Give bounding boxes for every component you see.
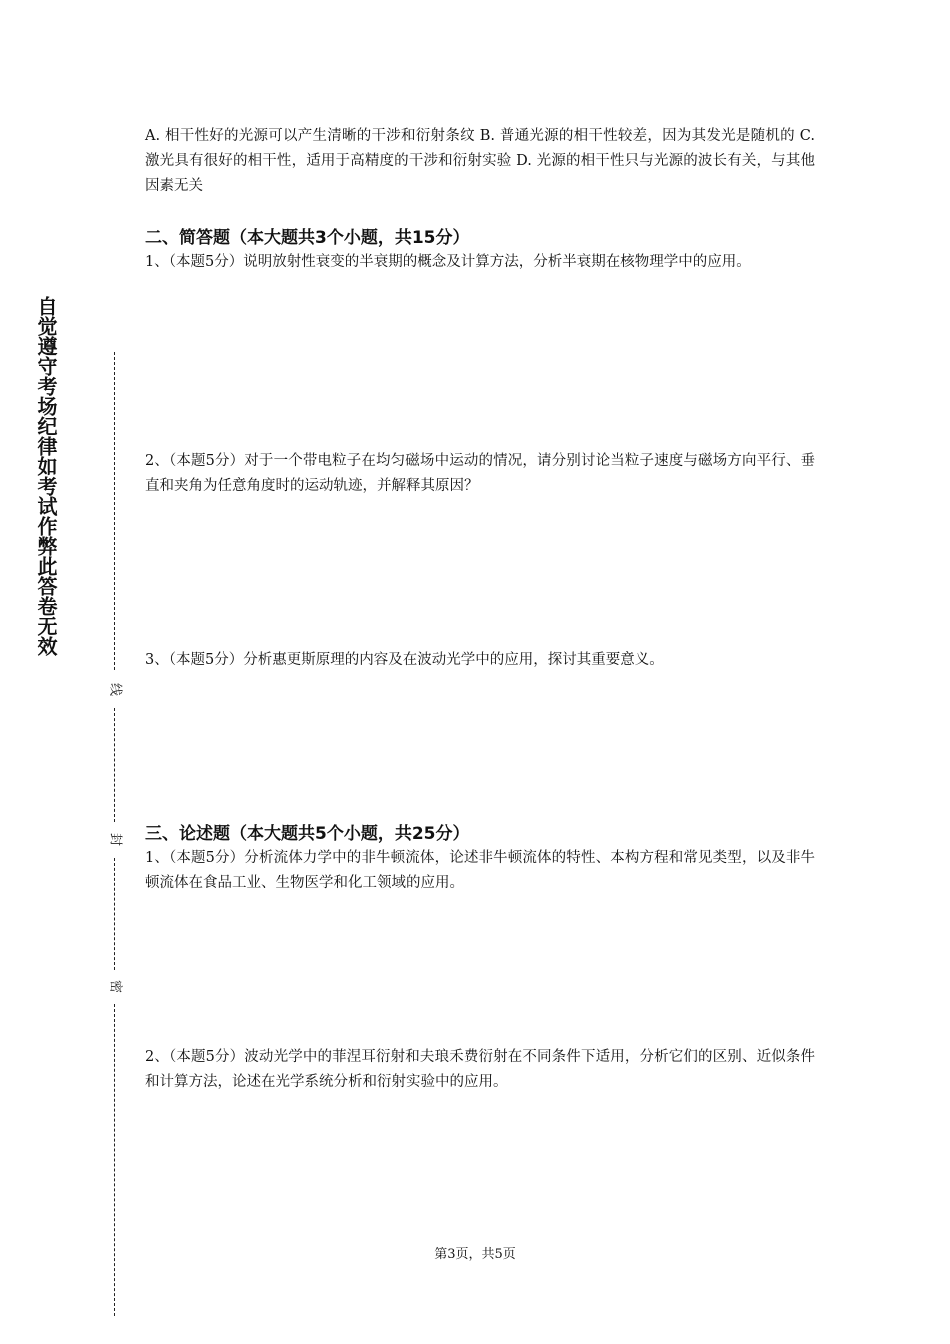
binding-dashed-line-1 [114, 352, 115, 670]
question-2-2: 2、（本题5分）对于一个带电粒子在均匀磁场中运动的情况，请分别讨论当粒子速度与磁场方向平行、垂直和夹角为任意角度时的运动轨迹，并解释其原因？ [145, 453, 815, 494]
question-block [145, 1045, 815, 1095]
exam-discipline-notice: 自觉遵守考场纪律如考试作弊此答卷无效 [34, 296, 58, 656]
question-2-3: 3、（本题5分）分析惠更斯原理的内容及在波动光学中的应用，探讨其重要意义。 [145, 652, 664, 668]
section-heading-essay: 三、论述题（本大题共5个小题，共25分） [145, 824, 470, 844]
binding-mark-seal: 封 [107, 832, 123, 846]
question-block [145, 449, 815, 499]
section-heading-short-answer: 二、简答题（本大题共3个小题，共15分） [145, 228, 470, 248]
continued-options: A. 相干性好的光源可以产生清晰的干涉和衍射条纹 B. 普通光源的相干性较差，因为其发光是随机的 C. 激光具有很好的相干性，适用于高精度的干涉和衍射实验 D. 光源的相干性只与光源的波长有关，与其他因素无关 [145, 128, 815, 194]
question-3-1: 1、（本题5分）分析流体力学中的非牛顿流体，论述非牛顿流体的特性、本构方程和常见类型，以及非牛顿流体在食品工业、生物医学和化工领域的应用。 [145, 850, 815, 891]
page-number: 第3页，共5页 [434, 1247, 516, 1262]
binding-mark-secret: 密 [107, 979, 123, 993]
question-block [145, 648, 815, 673]
continued-options-block [145, 124, 815, 199]
binding-mark-line: 线 [107, 682, 123, 696]
binding-dashed-line-2 [114, 708, 115, 822]
question-block [145, 846, 815, 896]
question-2-1: 1、（本题5分）说明放射性衰变的半衰期的概念及计算方法，分析半衰期在核物理学中的应用。 [145, 254, 751, 270]
binding-dashed-line-4 [114, 1004, 115, 1316]
question-block [145, 250, 815, 275]
binding-dashed-line-3 [114, 858, 115, 970]
section-short-answer [145, 227, 815, 249]
question-3-2: 2、（本题5分）波动光学中的菲涅耳衍射和夫琅禾费衍射在不同条件下适用，分析它们的区别、近似条件和计算方法，论述在光学系统分析和衍射实验中的应用。 [145, 1049, 815, 1090]
section-essay [145, 823, 815, 845]
